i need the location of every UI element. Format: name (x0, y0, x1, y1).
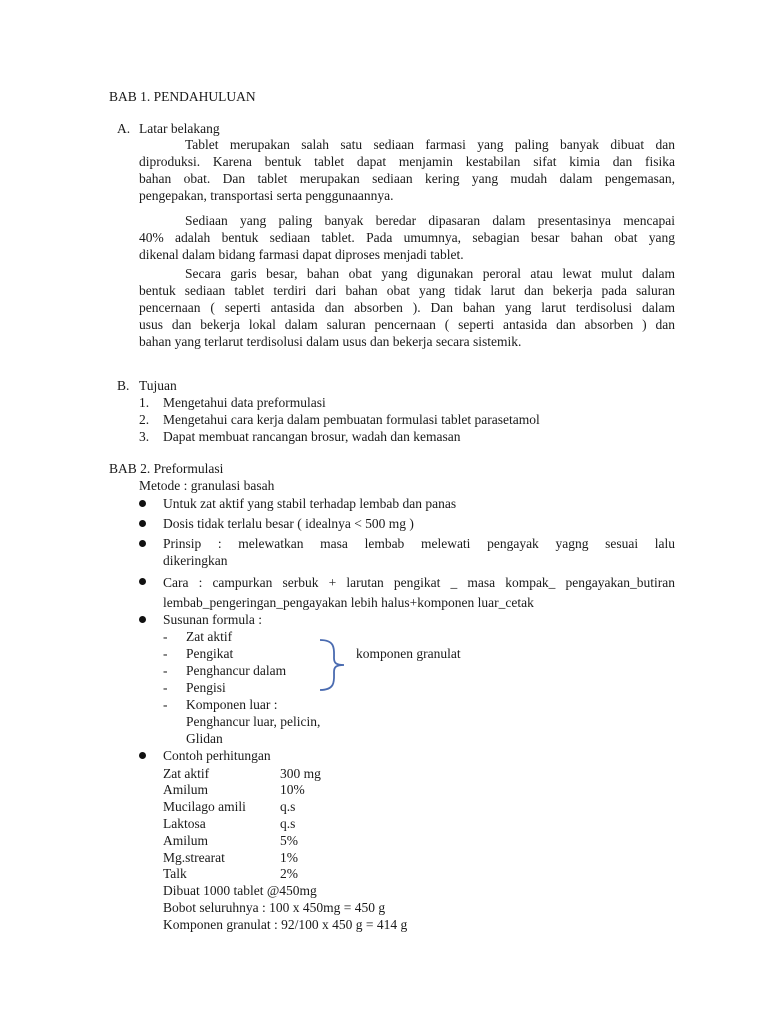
list-number: 1. (139, 395, 150, 410)
text-line: diproduksi. Karena bentuk tablet dapat menjamin kestabilan sifat kimia dan fisika (139, 154, 675, 169)
text-line: pengepakan, transportasi serta penggunaannya. (139, 188, 394, 203)
text-line: bahan obat. Dan tablet merupakan sediaan kering yang mudah dalam pengemasan, (139, 171, 675, 186)
dash-marker: - (163, 680, 168, 695)
bullet-item (163, 535, 675, 569)
dash-marker: - (163, 663, 168, 678)
text-line: Sediaan yang paling banyak beredar dipasaran dalam presentasinya mencapai (185, 213, 675, 228)
bullet-item: Contoh perhitungan (163, 748, 271, 763)
curly-brace-icon (314, 636, 354, 694)
calc-name: Zat aktif (163, 766, 210, 781)
calc-note: Dibuat 1000 tablet @450mg (163, 883, 317, 898)
formula-detail: Glidan (186, 731, 223, 746)
text-line: dikeringkan (163, 553, 228, 568)
method-line: Metode : granulasi basah (139, 478, 275, 493)
bullet-icon (139, 578, 146, 585)
text-line: Cara : campurkan serbuk + larutan pengikat _ masa kompak_ pengayakan_butiran (163, 575, 675, 590)
dash-marker: - (163, 697, 168, 712)
formula-item: Pengisi (186, 680, 226, 695)
text-line: pencernaan ( seperti antasida dan absorben ). Dan bahan yang larut terdisolusi dalam (139, 300, 675, 315)
bullet-item (163, 573, 675, 613)
calc-note: Komponen granulat : 92/100 x 450 g = 414 g (163, 917, 408, 932)
chapter-1-title: BAB 1. PENDAHULUAN (109, 89, 256, 104)
calc-name: Laktosa (163, 816, 206, 831)
paragraph-1 (139, 136, 675, 204)
bullet-icon (139, 520, 146, 527)
text-line: 40% adalah bentuk sediaan tablet. Pada umumnya, sebagian besar bahan obat yang (139, 230, 675, 245)
text-line: Tablet merupakan salah satu sediaan farmasi yang paling banyak dibuat dan (185, 137, 675, 152)
bullet-item: Dosis tidak terlalu besar ( idealnya < 500 mg ) (163, 516, 414, 531)
calc-name: Mg.strearat (163, 850, 225, 865)
list-item: Dapat membuat rancangan brosur, wadah dan kemasan (163, 429, 461, 444)
section-a-title: Latar belakang (139, 121, 220, 136)
formula-item: Zat aktif (186, 629, 233, 644)
calc-value: 10% (280, 782, 305, 797)
text-line: Secara garis besar, bahan obat yang digunakan peroral atau lewat mulut dalam (185, 266, 675, 281)
formula-item: Penghancur dalam (186, 663, 287, 678)
text-line: dikenal dalam bidang farmasi dapat diproses menjadi tablet. (139, 247, 464, 262)
calc-value: q.s (280, 799, 296, 814)
formula-item: Komponen luar : (186, 697, 278, 712)
calc-value: 300 mg (280, 766, 321, 781)
bullet-icon (139, 752, 146, 759)
list-item: Mengetahui data preformulasi (163, 395, 326, 410)
calc-value: 1% (280, 850, 298, 865)
section-a-marker: A. (117, 121, 131, 136)
dash-marker: - (163, 646, 168, 661)
text-line: bahan yang terlarut terdisolusi dalam usus dan bekerja secara sistemik. (139, 334, 522, 349)
text-line: bentuk sediaan tablet terdiri dari bahan obat yang tidak larut dan bekerja pada saluran (139, 283, 675, 298)
dash-marker: - (163, 629, 168, 644)
formula-item: Pengikat (186, 646, 234, 661)
list-number: 3. (139, 429, 150, 444)
calc-value: q.s (280, 816, 296, 831)
text-line: lembab_pengeringan_pengayakan lebih halus+komponen luar_cetak (163, 595, 534, 610)
calc-note: Bobot seluruhnya : 100 x 450mg = 450 g (163, 900, 386, 915)
bullet-item: Susunan formula : (163, 612, 262, 627)
bullet-icon (139, 540, 146, 547)
calc-name: Mucilago amili (163, 799, 246, 814)
section-b-title: Tujuan (139, 378, 177, 393)
text-line: Prinsip : melewatkan masa lembab melewati pengayak yagng sesuai lalu (163, 536, 675, 551)
formula-detail: Penghancur luar, pelicin, (186, 714, 321, 729)
section-b-marker: B. (117, 378, 130, 393)
brace-label: komponen granulat (356, 646, 461, 661)
calc-name: Amilum (163, 782, 209, 797)
list-item: Mengetahui cara kerja dalam pembuatan formulasi tablet parasetamol (163, 412, 540, 427)
bullet-icon (139, 500, 146, 507)
text-line: usus dan bekerja lokal dalam saluran pencernaan ( seperti antasida dan absorben ) dan (139, 317, 675, 332)
calc-name: Talk (163, 866, 187, 881)
calc-value: 2% (280, 866, 298, 881)
calc-name: Amilum (163, 833, 209, 848)
paragraph-2 (139, 212, 675, 263)
bullet-icon (139, 616, 146, 623)
chapter-2-title: BAB 2. Preformulasi (109, 461, 224, 476)
paragraph-3 (139, 265, 675, 350)
list-number: 2. (139, 412, 150, 427)
bullet-item: Untuk zat aktif yang stabil terhadap lembab dan panas (163, 496, 457, 511)
calc-value: 5% (280, 833, 298, 848)
